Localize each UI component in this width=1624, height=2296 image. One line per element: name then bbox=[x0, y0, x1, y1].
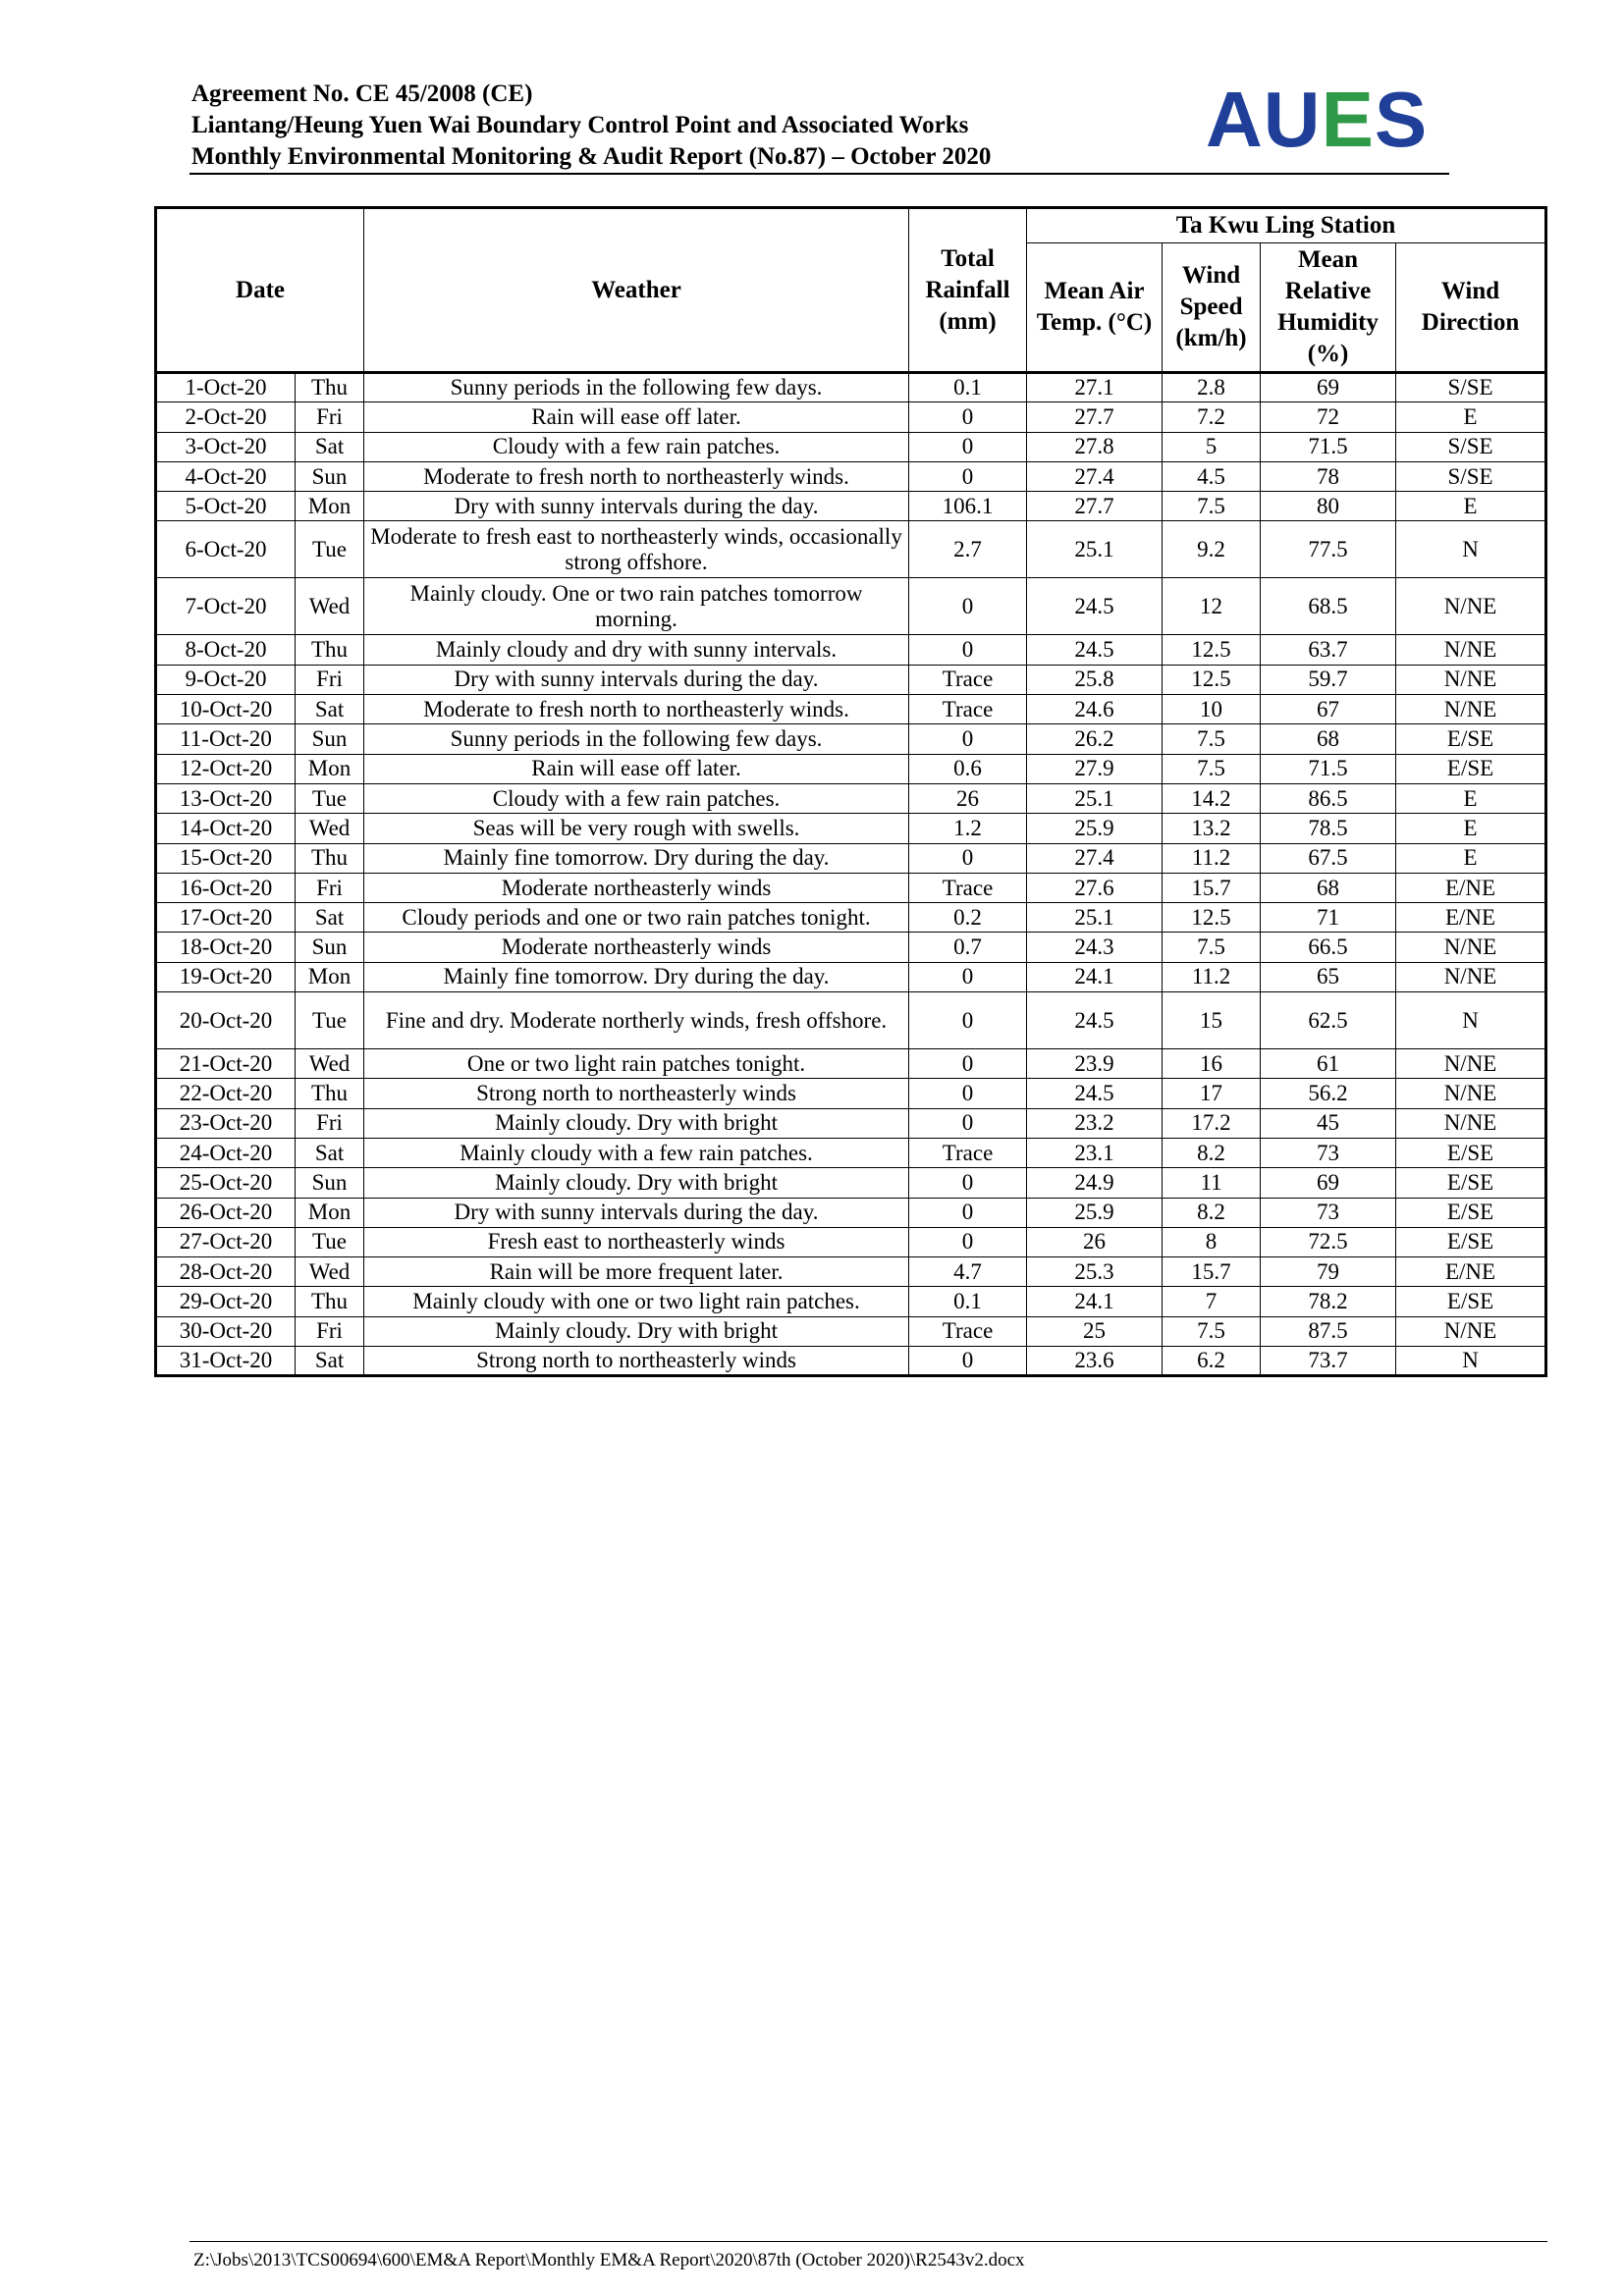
weather-cell: Moderate to fresh north to northeasterly winds. bbox=[364, 461, 909, 491]
humidity-cell: 62.5 bbox=[1261, 992, 1396, 1049]
date-cell: 1-Oct-20 bbox=[156, 373, 296, 402]
temp-cell: 25.3 bbox=[1027, 1257, 1163, 1287]
rainfall-cell: 1.2 bbox=[909, 814, 1027, 843]
wind-speed-cell: 15.7 bbox=[1163, 873, 1261, 902]
rainfall-cell: 0 bbox=[909, 962, 1027, 991]
wind-direction-cell: N/NE bbox=[1396, 1079, 1546, 1108]
rainfall-cell: 0.6 bbox=[909, 754, 1027, 783]
wind-speed-cell: 12.5 bbox=[1163, 665, 1261, 694]
wind-direction-cell: N/NE bbox=[1396, 695, 1546, 724]
wind-speed-cell: 7.5 bbox=[1163, 1316, 1261, 1346]
temp-cell: 24.1 bbox=[1027, 1287, 1163, 1316]
wind-direction-cell: E/SE bbox=[1396, 724, 1546, 754]
day-cell: Wed bbox=[296, 1049, 364, 1079]
weather-cell: Rain will ease off later. bbox=[364, 402, 909, 432]
day-cell: Fri bbox=[296, 1316, 364, 1346]
weather-cell: Mainly cloudy with a few rain patches. bbox=[364, 1138, 909, 1167]
wind-direction-cell: S/SE bbox=[1396, 461, 1546, 491]
wind-speed-cell: 8.2 bbox=[1163, 1138, 1261, 1167]
humidity-cell: 66.5 bbox=[1261, 933, 1396, 962]
table-row bbox=[156, 521, 1546, 578]
header-weather: Weather bbox=[364, 208, 909, 373]
day-cell: Wed bbox=[296, 1257, 364, 1287]
humidity-cell: 72.5 bbox=[1261, 1227, 1396, 1256]
rainfall-cell: 4.7 bbox=[909, 1257, 1027, 1287]
aues-logo: AUES bbox=[1206, 76, 1429, 163]
humidity-cell: 45 bbox=[1261, 1108, 1396, 1138]
wind-speed-cell: 5 bbox=[1163, 432, 1261, 461]
rainfall-cell: 0.7 bbox=[909, 933, 1027, 962]
report-title: Monthly Environmental Monitoring & Audit Report (No.87) – October 2020 bbox=[191, 143, 992, 170]
table-row bbox=[156, 635, 1546, 665]
wind-speed-cell: 11.2 bbox=[1163, 962, 1261, 991]
rainfall-cell: 0 bbox=[909, 724, 1027, 754]
wind-speed-cell: 8.2 bbox=[1163, 1198, 1261, 1227]
wind-direction-cell: N bbox=[1396, 521, 1546, 578]
rainfall-cell: 0 bbox=[909, 992, 1027, 1049]
date-cell: 25-Oct-20 bbox=[156, 1168, 296, 1198]
table-row bbox=[156, 432, 1546, 461]
table-row bbox=[156, 373, 1546, 402]
rainfall-cell: Trace bbox=[909, 1316, 1027, 1346]
table-row bbox=[156, 783, 1546, 813]
weather-cell: Rain will ease off later. bbox=[364, 754, 909, 783]
rainfall-cell: 0.1 bbox=[909, 1287, 1027, 1316]
wind-direction-cell: N bbox=[1396, 992, 1546, 1049]
wind-direction-cell: E/SE bbox=[1396, 1138, 1546, 1167]
humidity-cell: 73 bbox=[1261, 1138, 1396, 1167]
day-cell: Mon bbox=[296, 962, 364, 991]
day-cell: Thu bbox=[296, 1079, 364, 1108]
header-humidity: Mean Relative Humidity (%) bbox=[1261, 243, 1396, 373]
weather-cell: Dry with sunny intervals during the day. bbox=[364, 492, 909, 521]
header-date: Date bbox=[156, 208, 364, 373]
table-row bbox=[156, 578, 1546, 635]
table-row bbox=[156, 1138, 1546, 1167]
rainfall-cell: 0 bbox=[909, 1049, 1027, 1079]
wind-speed-cell: 17 bbox=[1163, 1079, 1261, 1108]
temp-cell: 25.9 bbox=[1027, 1198, 1163, 1227]
wind-direction-cell: E/SE bbox=[1396, 1168, 1546, 1198]
day-cell: Mon bbox=[296, 754, 364, 783]
wind-direction-cell: N/NE bbox=[1396, 1108, 1546, 1138]
temp-cell: 27.1 bbox=[1027, 373, 1163, 402]
date-cell: 29-Oct-20 bbox=[156, 1287, 296, 1316]
temp-cell: 27.8 bbox=[1027, 432, 1163, 461]
day-cell: Sun bbox=[296, 724, 364, 754]
day-cell: Thu bbox=[296, 373, 364, 402]
humidity-cell: 72 bbox=[1261, 402, 1396, 432]
table-row bbox=[156, 665, 1546, 694]
wind-speed-cell: 7.5 bbox=[1163, 724, 1261, 754]
date-cell: 16-Oct-20 bbox=[156, 873, 296, 902]
table-row bbox=[156, 461, 1546, 491]
date-cell: 31-Oct-20 bbox=[156, 1347, 296, 1376]
header-temp: Mean Air Temp. (°C) bbox=[1027, 243, 1163, 373]
rainfall-cell: 0 bbox=[909, 1079, 1027, 1108]
weather-cell: Rain will be more frequent later. bbox=[364, 1257, 909, 1287]
date-cell: 27-Oct-20 bbox=[156, 1227, 296, 1256]
wind-speed-cell: 14.2 bbox=[1163, 783, 1261, 813]
humidity-cell: 71.5 bbox=[1261, 432, 1396, 461]
weather-cell: Mainly cloudy. One or two rain patches tomorrow morning. bbox=[364, 578, 909, 635]
wind-speed-cell: 6.2 bbox=[1163, 1347, 1261, 1376]
rainfall-cell: 0 bbox=[909, 1198, 1027, 1227]
wind-direction-cell: E/SE bbox=[1396, 1227, 1546, 1256]
rainfall-cell: 26 bbox=[909, 783, 1027, 813]
wind-direction-cell: E/NE bbox=[1396, 873, 1546, 902]
rainfall-cell: Trace bbox=[909, 695, 1027, 724]
temp-cell: 23.2 bbox=[1027, 1108, 1163, 1138]
wind-direction-cell: N/NE bbox=[1396, 578, 1546, 635]
wind-speed-cell: 7.5 bbox=[1163, 933, 1261, 962]
humidity-cell: 78.5 bbox=[1261, 814, 1396, 843]
day-cell: Fri bbox=[296, 402, 364, 432]
table-row bbox=[156, 903, 1546, 933]
day-cell: Thu bbox=[296, 1287, 364, 1316]
temp-cell: 27.4 bbox=[1027, 843, 1163, 873]
humidity-cell: 80 bbox=[1261, 492, 1396, 521]
day-cell: Sun bbox=[296, 1168, 364, 1198]
wind-direction-cell: E/SE bbox=[1396, 1287, 1546, 1316]
table-row bbox=[156, 1198, 1546, 1227]
temp-cell: 25.8 bbox=[1027, 665, 1163, 694]
day-cell: Tue bbox=[296, 521, 364, 578]
rainfall-cell: 106.1 bbox=[909, 492, 1027, 521]
file-path: Z:\Jobs\2013\TCS00694\600\EM&A Report\Monthly EM&A Report\2020\87th (October 2020)\R2543v2.docx bbox=[193, 2250, 1025, 2270]
humidity-cell: 68 bbox=[1261, 724, 1396, 754]
header-divider bbox=[189, 173, 1449, 175]
weather-cell: Fine and dry. Moderate northerly winds, fresh offshore. bbox=[364, 992, 909, 1049]
table-row bbox=[156, 754, 1546, 783]
header-wind-direction: Wind Direction bbox=[1396, 243, 1546, 373]
table-row bbox=[156, 1257, 1546, 1287]
day-cell: Sun bbox=[296, 933, 364, 962]
wind-direction-cell: N/NE bbox=[1396, 1316, 1546, 1346]
table-row bbox=[156, 1168, 1546, 1198]
day-cell: Mon bbox=[296, 1198, 364, 1227]
rainfall-cell: 0 bbox=[909, 1168, 1027, 1198]
date-cell: 19-Oct-20 bbox=[156, 962, 296, 991]
temp-cell: 23.9 bbox=[1027, 1049, 1163, 1079]
humidity-cell: 65 bbox=[1261, 962, 1396, 991]
temp-cell: 24.9 bbox=[1027, 1168, 1163, 1198]
rainfall-cell: 0 bbox=[909, 1227, 1027, 1256]
date-cell: 11-Oct-20 bbox=[156, 724, 296, 754]
date-cell: 3-Oct-20 bbox=[156, 432, 296, 461]
humidity-cell: 68.5 bbox=[1261, 578, 1396, 635]
humidity-cell: 63.7 bbox=[1261, 635, 1396, 665]
wind-direction-cell: N/NE bbox=[1396, 665, 1546, 694]
wind-speed-cell: 15 bbox=[1163, 992, 1261, 1049]
wind-direction-cell: N/NE bbox=[1396, 635, 1546, 665]
day-cell: Wed bbox=[296, 578, 364, 635]
temp-cell: 27.7 bbox=[1027, 492, 1163, 521]
humidity-cell: 56.2 bbox=[1261, 1079, 1396, 1108]
humidity-cell: 68 bbox=[1261, 873, 1396, 902]
wind-direction-cell: E/NE bbox=[1396, 1257, 1546, 1287]
wind-direction-cell: E bbox=[1396, 783, 1546, 813]
humidity-cell: 61 bbox=[1261, 1049, 1396, 1079]
date-cell: 12-Oct-20 bbox=[156, 754, 296, 783]
wind-speed-cell: 13.2 bbox=[1163, 814, 1261, 843]
day-cell: Thu bbox=[296, 635, 364, 665]
day-cell: Sat bbox=[296, 1138, 364, 1167]
temp-cell: 27.9 bbox=[1027, 754, 1163, 783]
date-cell: 20-Oct-20 bbox=[156, 992, 296, 1049]
temp-cell: 24.5 bbox=[1027, 635, 1163, 665]
weather-cell: Fresh east to northeasterly winds bbox=[364, 1227, 909, 1256]
wind-direction-cell: E/SE bbox=[1396, 1198, 1546, 1227]
table-row bbox=[156, 992, 1546, 1049]
date-cell: 4-Oct-20 bbox=[156, 461, 296, 491]
wind-speed-cell: 2.8 bbox=[1163, 373, 1261, 402]
table-row bbox=[156, 843, 1546, 873]
date-cell: 10-Oct-20 bbox=[156, 695, 296, 724]
humidity-cell: 78.2 bbox=[1261, 1287, 1396, 1316]
rainfall-cell: 0 bbox=[909, 1347, 1027, 1376]
temp-cell: 24.5 bbox=[1027, 992, 1163, 1049]
temp-cell: 23.1 bbox=[1027, 1138, 1163, 1167]
footer-divider bbox=[189, 2241, 1547, 2242]
temp-cell: 25.1 bbox=[1027, 521, 1163, 578]
table-row bbox=[156, 724, 1546, 754]
humidity-cell: 73.7 bbox=[1261, 1347, 1396, 1376]
humidity-cell: 73 bbox=[1261, 1198, 1396, 1227]
wind-speed-cell: 16 bbox=[1163, 1049, 1261, 1079]
wind-speed-cell: 11.2 bbox=[1163, 843, 1261, 873]
wind-speed-cell: 4.5 bbox=[1163, 461, 1261, 491]
wind-speed-cell: 7.5 bbox=[1163, 754, 1261, 783]
weather-cell: Sunny periods in the following few days. bbox=[364, 724, 909, 754]
table-row bbox=[156, 1287, 1546, 1316]
day-cell: Fri bbox=[296, 665, 364, 694]
weather-cell: Seas will be very rough with swells. bbox=[364, 814, 909, 843]
temp-cell: 27.6 bbox=[1027, 873, 1163, 902]
day-cell: Mon bbox=[296, 492, 364, 521]
weather-cell: Mainly cloudy with one or two light rain patches. bbox=[364, 1287, 909, 1316]
date-cell: 13-Oct-20 bbox=[156, 783, 296, 813]
date-cell: 21-Oct-20 bbox=[156, 1049, 296, 1079]
rainfall-cell: 0 bbox=[909, 1108, 1027, 1138]
weather-cell: Strong north to northeasterly winds bbox=[364, 1079, 909, 1108]
temp-cell: 24.5 bbox=[1027, 1079, 1163, 1108]
wind-direction-cell: E/SE bbox=[1396, 754, 1546, 783]
wind-direction-cell: E bbox=[1396, 492, 1546, 521]
header-rainfall: Total Rainfall (mm) bbox=[909, 208, 1027, 373]
wind-speed-cell: 17.2 bbox=[1163, 1108, 1261, 1138]
day-cell: Wed bbox=[296, 814, 364, 843]
date-cell: 17-Oct-20 bbox=[156, 903, 296, 933]
wind-speed-cell: 15.7 bbox=[1163, 1257, 1261, 1287]
wind-direction-cell: N/NE bbox=[1396, 933, 1546, 962]
temp-cell: 25 bbox=[1027, 1316, 1163, 1346]
date-cell: 5-Oct-20 bbox=[156, 492, 296, 521]
weather-table-body bbox=[156, 373, 1546, 1376]
day-cell: Tue bbox=[296, 1227, 364, 1256]
wind-direction-cell: N bbox=[1396, 1347, 1546, 1376]
temp-cell: 24.5 bbox=[1027, 578, 1163, 635]
humidity-cell: 77.5 bbox=[1261, 521, 1396, 578]
date-cell: 6-Oct-20 bbox=[156, 521, 296, 578]
rainfall-cell: 0 bbox=[909, 843, 1027, 873]
temp-cell: 24.3 bbox=[1027, 933, 1163, 962]
weather-cell: Dry with sunny intervals during the day. bbox=[364, 665, 909, 694]
temp-cell: 24.1 bbox=[1027, 962, 1163, 991]
humidity-cell: 67 bbox=[1261, 695, 1396, 724]
temp-cell: 26 bbox=[1027, 1227, 1163, 1256]
humidity-cell: 78 bbox=[1261, 461, 1396, 491]
wind-speed-cell: 7.2 bbox=[1163, 402, 1261, 432]
rainfall-cell: 0 bbox=[909, 402, 1027, 432]
date-cell: 26-Oct-20 bbox=[156, 1198, 296, 1227]
weather-cell: One or two light rain patches tonight. bbox=[364, 1049, 909, 1079]
table-row bbox=[156, 1347, 1546, 1376]
wind-direction-cell: S/SE bbox=[1396, 432, 1546, 461]
table-row bbox=[156, 1049, 1546, 1079]
rainfall-cell: 0 bbox=[909, 432, 1027, 461]
humidity-cell: 87.5 bbox=[1261, 1316, 1396, 1346]
date-cell: 15-Oct-20 bbox=[156, 843, 296, 873]
table-row bbox=[156, 1227, 1546, 1256]
day-cell: Sat bbox=[296, 903, 364, 933]
weather-cell: Cloudy with a few rain patches. bbox=[364, 432, 909, 461]
weather-cell: Sunny periods in the following few days. bbox=[364, 373, 909, 402]
day-cell: Sun bbox=[296, 461, 364, 491]
day-cell: Tue bbox=[296, 992, 364, 1049]
rainfall-cell: Trace bbox=[909, 873, 1027, 902]
weather-cell: Mainly cloudy. Dry with bright bbox=[364, 1316, 909, 1346]
day-cell: Thu bbox=[296, 843, 364, 873]
humidity-cell: 59.7 bbox=[1261, 665, 1396, 694]
humidity-cell: 69 bbox=[1261, 373, 1396, 402]
humidity-cell: 79 bbox=[1261, 1257, 1396, 1287]
humidity-cell: 69 bbox=[1261, 1168, 1396, 1198]
table-row bbox=[156, 814, 1546, 843]
date-cell: 9-Oct-20 bbox=[156, 665, 296, 694]
weather-cell: Strong north to northeasterly winds bbox=[364, 1347, 909, 1376]
wind-direction-cell: E bbox=[1396, 843, 1546, 873]
rainfall-cell: Trace bbox=[909, 1138, 1027, 1167]
table-row bbox=[156, 402, 1546, 432]
humidity-cell: 71.5 bbox=[1261, 754, 1396, 783]
wind-direction-cell: N/NE bbox=[1396, 962, 1546, 991]
weather-cell: Mainly fine tomorrow. Dry during the day. bbox=[364, 843, 909, 873]
date-cell: 30-Oct-20 bbox=[156, 1316, 296, 1346]
wind-speed-cell: 7 bbox=[1163, 1287, 1261, 1316]
date-cell: 8-Oct-20 bbox=[156, 635, 296, 665]
temp-cell: 25.1 bbox=[1027, 783, 1163, 813]
table-row bbox=[156, 873, 1546, 902]
day-cell: Sat bbox=[296, 1347, 364, 1376]
weather-cell: Cloudy periods and one or two rain patches tonight. bbox=[364, 903, 909, 933]
weather-cell: Mainly cloudy. Dry with bright bbox=[364, 1108, 909, 1138]
wind-speed-cell: 8 bbox=[1163, 1227, 1261, 1256]
wind-speed-cell: 12.5 bbox=[1163, 635, 1261, 665]
date-cell: 14-Oct-20 bbox=[156, 814, 296, 843]
humidity-cell: 86.5 bbox=[1261, 783, 1396, 813]
date-cell: 2-Oct-20 bbox=[156, 402, 296, 432]
table-row bbox=[156, 1108, 1546, 1138]
rainfall-cell: 0 bbox=[909, 635, 1027, 665]
humidity-cell: 71 bbox=[1261, 903, 1396, 933]
temp-cell: 23.6 bbox=[1027, 1347, 1163, 1376]
header-wind-speed: Wind Speed (km/h) bbox=[1163, 243, 1261, 373]
day-cell: Sat bbox=[296, 695, 364, 724]
date-cell: 23-Oct-20 bbox=[156, 1108, 296, 1138]
wind-speed-cell: 9.2 bbox=[1163, 521, 1261, 578]
date-cell: 22-Oct-20 bbox=[156, 1079, 296, 1108]
wind-speed-cell: 12.5 bbox=[1163, 903, 1261, 933]
temp-cell: 25.1 bbox=[1027, 903, 1163, 933]
weather-cell: Dry with sunny intervals during the day. bbox=[364, 1198, 909, 1227]
day-cell: Fri bbox=[296, 1108, 364, 1138]
weather-cell: Moderate northeasterly winds bbox=[364, 873, 909, 902]
header-station: Ta Kwu Ling Station bbox=[1027, 208, 1546, 243]
rainfall-cell: 0.2 bbox=[909, 903, 1027, 933]
wind-speed-cell: 12 bbox=[1163, 578, 1261, 635]
table-row bbox=[156, 492, 1546, 521]
rainfall-cell: Trace bbox=[909, 665, 1027, 694]
table-row bbox=[156, 933, 1546, 962]
day-cell: Tue bbox=[296, 783, 364, 813]
weather-cell: Mainly cloudy. Dry with bright bbox=[364, 1168, 909, 1198]
humidity-cell: 67.5 bbox=[1261, 843, 1396, 873]
wind-direction-cell: E bbox=[1396, 814, 1546, 843]
table-row bbox=[156, 962, 1546, 991]
wind-speed-cell: 11 bbox=[1163, 1168, 1261, 1198]
weather-cell: Cloudy with a few rain patches. bbox=[364, 783, 909, 813]
temp-cell: 27.7 bbox=[1027, 402, 1163, 432]
rainfall-cell: 0.1 bbox=[909, 373, 1027, 402]
date-cell: 28-Oct-20 bbox=[156, 1257, 296, 1287]
wind-speed-cell: 7.5 bbox=[1163, 492, 1261, 521]
date-cell: 7-Oct-20 bbox=[156, 578, 296, 635]
temp-cell: 27.4 bbox=[1027, 461, 1163, 491]
wind-direction-cell: E/NE bbox=[1396, 903, 1546, 933]
temp-cell: 24.6 bbox=[1027, 695, 1163, 724]
wind-direction-cell: N/NE bbox=[1396, 1049, 1546, 1079]
table-row bbox=[156, 1316, 1546, 1346]
project-title: Liantang/Heung Yuen Wai Boundary Control Point and Associated Works bbox=[191, 112, 969, 138]
temp-cell: 26.2 bbox=[1027, 724, 1163, 754]
agreement-number: Agreement No. CE 45/2008 (CE) bbox=[191, 80, 533, 107]
date-cell: 24-Oct-20 bbox=[156, 1138, 296, 1167]
day-cell: Sat bbox=[296, 432, 364, 461]
table-row bbox=[156, 1079, 1546, 1108]
weather-cell: Moderate northeasterly winds bbox=[364, 933, 909, 962]
wind-speed-cell: 10 bbox=[1163, 695, 1261, 724]
weather-cell: Mainly fine tomorrow. Dry during the day. bbox=[364, 962, 909, 991]
table-row bbox=[156, 695, 1546, 724]
wind-direction-cell: E bbox=[1396, 402, 1546, 432]
date-cell: 18-Oct-20 bbox=[156, 933, 296, 962]
wind-direction-cell: S/SE bbox=[1396, 373, 1546, 402]
temp-cell: 25.9 bbox=[1027, 814, 1163, 843]
day-cell: Fri bbox=[296, 873, 364, 902]
rainfall-cell: 0 bbox=[909, 578, 1027, 635]
weather-cell: Moderate to fresh north to northeasterly winds. bbox=[364, 695, 909, 724]
weather-cell: Moderate to fresh east to northeasterly winds, occasionally strong offshore. bbox=[364, 521, 909, 578]
weather-table bbox=[154, 206, 1547, 1377]
weather-cell: Mainly cloudy and dry with sunny intervals. bbox=[364, 635, 909, 665]
rainfall-cell: 2.7 bbox=[909, 521, 1027, 578]
rainfall-cell: 0 bbox=[909, 461, 1027, 491]
